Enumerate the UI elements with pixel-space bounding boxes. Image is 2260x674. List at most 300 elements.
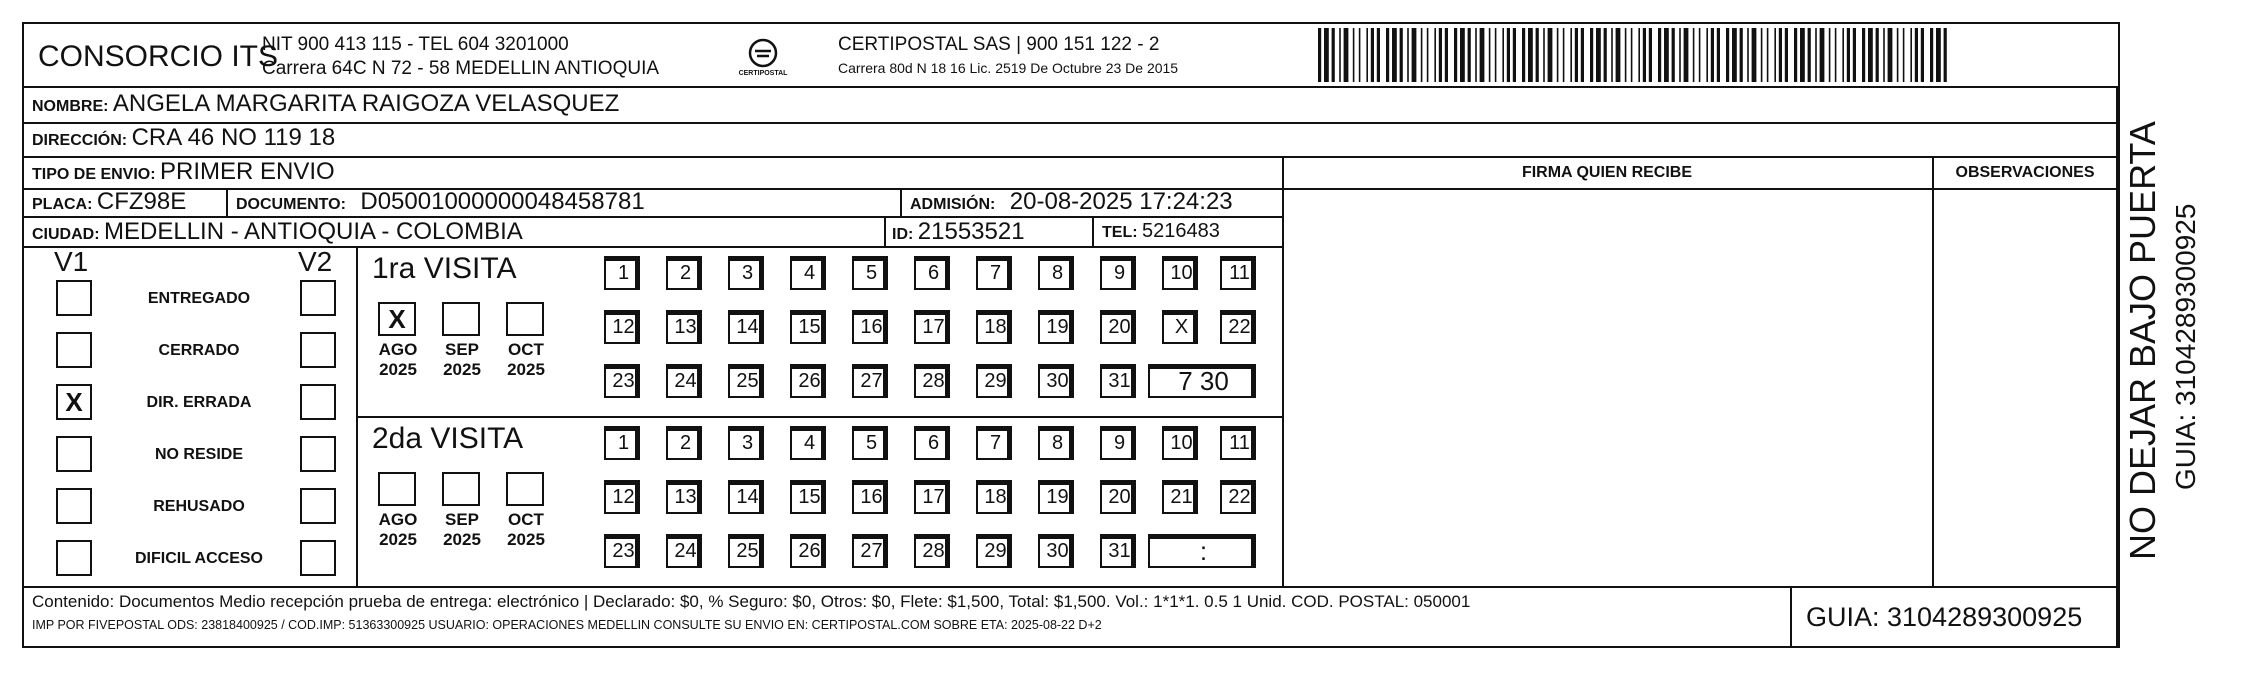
visit2-day-box [976,426,1012,460]
visit1-day-number: 27 [860,369,883,392]
barcode-bar [1693,28,1695,82]
visit2-day-box [914,534,950,568]
visit2-day-box [1162,480,1198,514]
status-option-label: DIFICIL ACCESO [134,550,263,567]
visit2-day-box [852,426,888,460]
visit2-month-label: OCT [508,510,544,529]
v2-checkbox [300,488,336,524]
visit1-day-box [1220,256,1256,290]
visit1-time-value: 7 30 [1178,365,1229,396]
barcode-bar [1800,28,1805,82]
barcode-bar [1862,28,1865,82]
v2-checkbox [300,280,336,316]
company-name: CONSORCIO ITS [38,40,279,73]
barcode-bar [1332,28,1335,82]
footer-contenido: Contenido: Documentos Medio recepción prueba de entrega: electrónico | Declarado: $0, % Seguro: $0, Otros: $0, Flete: $1,500, Total: $1,500. Vol.: 1*1*1. 0.5 1 Unid. COD. POSTAL: 050001 [32,592,1471,611]
visit2-day-box [790,534,826,568]
visit1-year-label: 2025 [507,360,545,379]
visit1-day-box [604,310,640,344]
barcode-bar [1590,28,1593,82]
barcode-bar [1679,28,1681,82]
barcode-bar [1575,28,1578,82]
carrier-name: CERTIPOSTAL SAS | 900 151 122 - 2 [838,34,1160,55]
barcode-bar [1366,28,1368,82]
barcode-bar [1888,28,1893,82]
barcode-bar [1475,28,1477,82]
barcode-bar [1536,28,1539,82]
barcode-bar [1507,28,1510,82]
visit1-day-number: 19 [1046,315,1069,338]
visit2-day-number: 20 [1108,485,1131,508]
nombre-row [32,90,619,118]
barcode-bar [1454,28,1457,82]
visit1-day-box [852,364,888,398]
visit1-day-box [1038,256,1074,290]
v1-checkbox [56,280,92,316]
visit1-day-number: 15 [798,315,821,338]
visit1-day-box [790,364,826,398]
visit1-day-number: 5 [865,261,878,284]
admision-field [910,188,1233,216]
barcode-bar [1412,28,1417,82]
visit2-day-number: 10 [1170,431,1193,454]
visit2-day-number: 12 [612,485,635,508]
v1-checkbox [56,332,92,368]
visit2-day-number: 3 [741,431,754,454]
v2-checkbox [300,332,336,368]
barcode-bar [1752,28,1757,82]
visit1-day-number: 9 [1113,261,1126,284]
visit2-day-number: 11 [1229,431,1250,454]
visit1-day-number: 22 [1228,315,1251,338]
visit2-day-box [1100,534,1136,568]
visit2-day-box [1100,480,1136,514]
visit1-day-number: X [1174,315,1189,338]
barcode-bar [1868,28,1873,82]
barcode-bar [1903,28,1905,82]
visit2-day-number: 30 [1046,539,1069,562]
barcode-bar [1386,28,1389,82]
barcode-bar [1557,28,1559,82]
visit1-day-box [790,256,826,290]
visit1-day-box [1100,256,1136,290]
visit2-month-label: AGO [378,510,418,529]
documento-field [236,188,645,216]
ciudad-field [32,218,523,246]
visit2-day-box [666,426,702,460]
barcode-bar [1445,28,1448,82]
visit2-day-number: 2 [679,431,692,454]
visit1-day-box [976,364,1012,398]
barcode-bar [1876,28,1879,82]
visit1-day-number: 11 [1229,261,1250,284]
visit2-day-box [1220,426,1256,460]
visit1-day-number: 6 [927,261,940,284]
visit2-day-box [1220,480,1256,514]
visit2-month-checkbox [442,472,480,506]
visit2-year-label: 2025 [443,530,481,549]
v2-checkbox [300,540,336,576]
tipo-envio-row [32,158,335,186]
visit1-day-number: 25 [736,369,759,392]
barcode-bar [1616,28,1621,82]
visit2-day-box [852,534,888,568]
visit2-day-number: 26 [798,539,821,562]
visit1-day-box [1038,310,1074,344]
barcode-bar [1747,28,1749,82]
visit2-day-box [604,480,640,514]
side-warning: NO DEJAR BAJO PUERTA [2122,121,2163,560]
barcode-bar [1842,28,1844,82]
visit1-day-box [1162,310,1198,344]
placa-field [32,188,186,216]
tel-value: 5216483 [1142,220,1220,242]
visit2-day-box [852,480,888,514]
visit1-day-number: 17 [922,315,945,338]
visit1-day-number: 4 [803,261,816,284]
firma-header: FIRMA QUIEN RECIBE [1521,164,1693,181]
barcode-bar [1434,28,1436,82]
admision-value: 20-08-2025 17:24:23 [1009,188,1233,215]
visit1-day-box [666,310,702,344]
visit1-day-box [976,256,1012,290]
placa-value: CFZ98E [96,188,187,215]
barcode-bar [1407,28,1409,82]
visit1-year-label: 2025 [443,360,481,379]
observaciones-header: OBSERVACIONES [1955,164,2095,181]
visit1-day-number: 7 [989,261,1002,284]
footer-impresion: IMP POR FIVEPOSTAL ODS: 23818400925 / COD.IMP: 51363300925 USUARIO: OPERACIONES MEDELLIN CONSULTE SU ENVIO EN: CERTIPOSTAL.COM SOBRE ETA: 2025-08-22 D+2 [32,618,1102,632]
barcode-bar [1717,28,1720,82]
visit2-day-box [1038,426,1074,460]
visit2-year-label: 2025 [507,530,545,549]
visit1-day-box [790,310,826,344]
visit2-day-box [1038,480,1074,514]
v2-header: V2 [298,246,333,277]
barcode-bar [1439,28,1442,82]
visit1-day-number: 14 [736,315,759,338]
tel-field [1102,220,1220,243]
status-option-label: NO RESIDE [154,446,243,463]
barcode-bar [1853,28,1856,82]
barcode-bar [1460,28,1465,82]
visit1-month-checkbox: X [378,302,416,336]
v1-checkbox [56,436,92,472]
visit2-day-number: 4 [803,431,816,454]
visit1-day-number: 2 [679,261,692,284]
barcode-bar [1377,28,1380,82]
documento-value: D05001000000048458781 [360,188,645,215]
visit2-day-number: 13 [674,485,697,508]
certipostal-logo-text: CERTIPOSTAL [738,70,788,77]
barcode-bar [1684,28,1689,82]
visit1-day-number: 30 [1046,369,1069,392]
barcode-bar [1513,28,1516,82]
visit1-month-checkbox [442,302,480,336]
visit2-day-number: 8 [1051,431,1064,454]
visit2-day-box [728,426,764,460]
visit2-month-label: SEP [444,510,480,529]
admision-label: ADMISIÓN: [910,196,996,213]
visit2-day-box [604,426,640,460]
visit1-day-number: 23 [612,369,635,392]
barcode-bar [1611,28,1613,82]
barcode-bar [1930,28,1933,82]
barcode-bar [1528,28,1533,82]
barcode-bar [1672,28,1675,82]
visit1-day-number: 28 [922,369,945,392]
visit2-day-number: 15 [798,485,821,508]
visit1-day-number: 24 [674,369,697,392]
barcode-bar [1835,28,1837,82]
visit2-title: 2da VISITA [372,422,524,455]
visit1-day-box [914,310,950,344]
barcode-bar [1480,28,1485,82]
placa-label: PLACA: [32,196,93,213]
visit2-day-box [728,480,764,514]
visit1-day-box [852,310,888,344]
barcode-bar [1359,28,1361,82]
barcode-bar [1489,28,1491,82]
tipo-envio-label: TIPO DE ENVIO: [32,166,156,183]
barcode-bar [1897,28,1899,82]
barcode-bar [1699,28,1701,82]
direccion-label: DIRECCIÓN: [32,132,128,149]
barcode-bar [1740,28,1743,82]
barcode-bar [1318,28,1321,82]
visit1-title: 1ra VISITA [372,252,517,285]
barcode-bar [1808,28,1811,82]
barcode-bar [1649,28,1652,82]
visit2-day-number: 5 [865,431,878,454]
visit2-day-box [666,480,702,514]
barcode-bar [1664,28,1669,82]
visit2-day-box [728,534,764,568]
barcode-bar [1548,28,1553,82]
v1-header: V1 [54,246,89,277]
visit1-day-box [604,364,640,398]
certipostal-logo [735,34,791,86]
barcode-bar [1706,28,1708,82]
visit2-day-box [976,480,1012,514]
direccion-value: CRA 46 NO 119 18 [131,124,336,151]
visit1-day-box [728,310,764,344]
visit1-day-box [914,364,950,398]
barcode-bar [1324,28,1329,82]
barcode-bar [1711,28,1714,82]
visit1-day-box [728,256,764,290]
v2-checkbox [300,384,336,420]
visit1-day-box [1162,256,1198,290]
barcode-bar [1815,28,1817,82]
status-option-label: ENTREGADO [147,290,251,307]
barcode-bar [1495,28,1497,82]
visit2-month-checkbox [506,472,544,506]
barcode-bar [1767,28,1769,82]
visit1-time-box [1148,364,1256,398]
visit1-month-checkbox [506,302,544,336]
barcode-bar [1847,28,1850,82]
visit1-day-number: 18 [984,315,1007,338]
visit1-day-number: 26 [798,369,821,392]
visit2-day-number: 14 [736,485,759,508]
ciudad-label: CIUDAD: [32,226,100,243]
visit2-day-number: 23 [612,539,635,562]
barcode-bar [1522,28,1525,82]
barcode-bar [1638,28,1640,82]
barcode-bar [1596,28,1601,82]
status-option-label: CERRADO [158,342,240,359]
visit1-day-box [728,364,764,398]
visit1-day-number: 12 [612,315,635,338]
barcode-bar [1732,28,1737,82]
visit1-day-box [1100,364,1136,398]
visit2-day-number: 7 [989,431,1002,454]
barcode-graphic [1318,28,1950,82]
visit2-day-number: 22 [1228,485,1251,508]
visit2-day-number: 28 [922,539,945,562]
visit2-day-box [914,480,950,514]
visit1-day-box [1100,310,1136,344]
barcode-bar [1339,28,1341,82]
nombre-label: NOMBRE: [32,98,109,115]
visit1-day-number: 20 [1108,315,1131,338]
visit1-day-number: 8 [1051,261,1064,284]
barcode-bar [1915,28,1918,82]
visit1-day-number: 16 [860,315,883,338]
barcode-bar [1468,28,1471,82]
barcode-bar [1820,28,1825,82]
visit2-day-number: 6 [927,431,940,454]
tel-label: TEL: [1102,224,1138,241]
barcode-bar [1570,28,1572,82]
ciudad-value: MEDELLIN - ANTIOQUIA - COLOMBIA [104,218,523,245]
barcode-bar [1910,28,1912,82]
visit1-day-box [666,256,702,290]
footer-guia: GUIA: 3104289300925 [1806,602,2083,632]
visit1-day-number: 10 [1170,261,1193,284]
visit2-day-number: 29 [984,539,1007,562]
visit2-day-number: 25 [736,539,759,562]
visit2-day-number: 9 [1113,431,1126,454]
visit1-day-box [976,310,1012,344]
id-value: 21553521 [917,218,1025,245]
barcode-bar [1421,28,1423,82]
v1-checkbox [56,540,92,576]
visit2-day-number: 27 [860,539,883,562]
v2-checkbox [300,436,336,472]
direccion-row [32,124,335,152]
visit1-day-box [1220,310,1256,344]
barcode-bar [1829,28,1831,82]
barcode-bar [1921,28,1924,82]
barcode-bar [1400,28,1403,82]
visit2-day-box [976,534,1012,568]
visit2-month-checkbox [378,472,416,506]
visit2-day-box [914,426,950,460]
visit2-day-number: 19 [1046,485,1069,508]
barcode-bar [1631,28,1633,82]
visit2-day-number: 31 [1108,539,1131,562]
visit2-day-box [666,534,702,568]
visit2-day-box [790,426,826,460]
visit2-day-number: 18 [984,485,1007,508]
barcode-bar [1563,28,1565,82]
visit1-day-number: 31 [1108,369,1131,392]
status-option-label: DIR. ERRADA [146,394,252,411]
barcode-bar [1543,28,1545,82]
status-option-label: REHUSADO [153,498,245,515]
barcode-bar [1761,28,1763,82]
barcode-bar [1625,28,1627,82]
barcode-bar [1944,28,1947,82]
visit2-day-number: 1 [617,431,630,454]
visit2-day-box [1038,534,1074,568]
id-field [892,218,1025,246]
barcode-bar [1774,28,1776,82]
visit2-day-box [604,534,640,568]
tipo-envio-value: PRIMER ENVIO [160,158,335,185]
visit1-day-box [1038,364,1074,398]
visit2-year-label: 2025 [379,530,417,549]
visit1-month-label: AGO [378,340,418,359]
barcode-bar [1502,28,1504,82]
barcode-bar [1883,28,1885,82]
visit1-day-box [852,256,888,290]
barcode-bar [1581,28,1584,82]
barcode-bar [1353,28,1355,82]
visit1-month-label: SEP [444,340,480,359]
visit1-year-label: 2025 [379,360,417,379]
visit1-day-number: 13 [674,315,697,338]
barcode-bar [1794,28,1797,82]
barcode [1318,28,1950,82]
barcode-bar [1936,28,1941,82]
barcode-bar [1779,28,1782,82]
barcode-bar [1726,28,1729,82]
barcode-bar [1658,28,1661,82]
visit1-day-number: 1 [617,261,630,284]
carrier-address: Carrera 80d N 18 16 Lic. 2519 De Octubre 23 De 2015 [838,60,1179,76]
id-label: ID: [892,226,914,243]
v1-checkbox [56,488,92,524]
barcode-bar [1785,28,1788,82]
visit1-month-label: OCT [508,340,544,359]
barcode-bar [1427,28,1429,82]
visit2-day-box [790,480,826,514]
side-guia: GUIA: 3104289300925 [2170,203,2201,490]
barcode-bar [1392,28,1397,82]
visit2-day-box [1100,426,1136,460]
visit1-day-box [914,256,950,290]
barcode-bar [1643,28,1646,82]
barcode-bar [1371,28,1374,82]
visit1-day-number: 3 [741,261,754,284]
barcode-bar [1604,28,1607,82]
documento-label: DOCUMENTO: [236,196,346,213]
visit2-day-number: 16 [860,485,883,508]
visit2-day-number: 17 [922,485,945,508]
visit1-day-box [666,364,702,398]
v1-checkbox: X [56,384,92,420]
visit1-day-number: 29 [984,369,1007,392]
visit2-day-number: 24 [674,539,697,562]
visit2-day-number: 21 [1170,485,1193,508]
company-address: Carrera 64C N 72 - 58 MEDELLIN ANTIOQUIA [262,58,660,79]
visit2-time-value: : [1199,535,1208,566]
visit2-day-box [1162,426,1198,460]
visit2-time-box [1148,534,1256,568]
